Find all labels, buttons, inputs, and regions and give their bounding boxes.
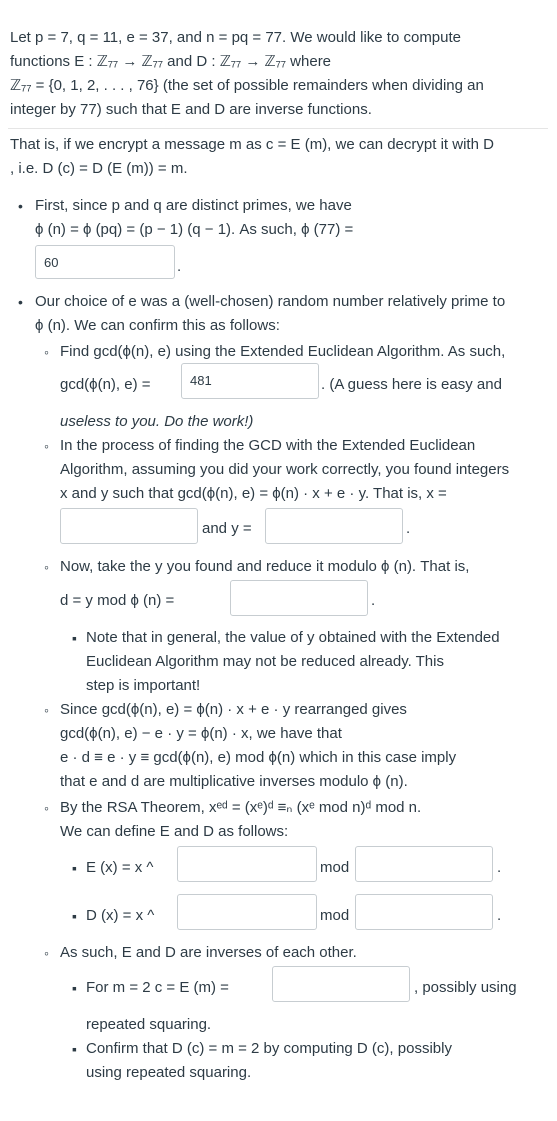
step1-line-2: ϕ (n) = ϕ (pq) = (p − 1) (q − 1). As such, ϕ (77) = <box>35 221 354 238</box>
d-answer-input[interactable] <box>230 580 368 616</box>
D-exponent-input[interactable] <box>177 894 317 930</box>
bullet-circle: ◦ <box>44 702 49 718</box>
step2d-line-3: e · d ≡ e · y ≡ gcd(ϕ(n), e) mod ϕ(n) which in this case imply <box>60 749 457 766</box>
phi-answer-input[interactable]: 60 <box>35 245 175 279</box>
bullet-circle: ◦ <box>44 559 49 575</box>
E-prefix: E (x) = x ^ <box>86 859 154 876</box>
gcd-answer-input[interactable]: 481 <box>181 363 319 399</box>
step2b-line-3: x and y such that gcd(ϕ(n), e) = ϕ(n) · x + e · y. That is, x = <box>60 485 447 502</box>
bullet-circle: ◦ <box>44 945 49 961</box>
note-line-1: Note that in general, the value of y obtained with the Extended <box>86 629 500 646</box>
bullet-disc: • <box>18 198 23 214</box>
intro-line-1: Let p = 7, q = 11, e = 37, and n = pq = 77. We would like to compute <box>10 29 462 46</box>
step2d-line-2: gcd(ϕ(n), e) − e · y = ϕ(n) · x, we have that <box>60 725 342 742</box>
note-line-3: step is important! <box>86 677 201 694</box>
bullet-circle: ◦ <box>44 800 49 816</box>
para2-line-2: , i.e. D (c) = D (E (m)) = m. <box>10 160 188 177</box>
E-period: . <box>497 859 502 876</box>
step2c-line-1: Now, take the y you found and reduce it modulo ϕ (n). That is, <box>60 558 470 575</box>
D-prefix: D (x) = x ^ <box>86 907 155 924</box>
step2-line-2: ϕ (n). We can confirm this as follows: <box>35 317 280 334</box>
d-period: . <box>371 592 376 609</box>
bullet-circle: ◦ <box>44 344 49 360</box>
y-answer-input[interactable] <box>265 508 403 544</box>
bullet-square: ▪ <box>72 908 77 924</box>
bullet-square: ▪ <box>72 860 77 876</box>
step2d-line-4: that e and d are multiplicative inverses modulo ϕ (n). <box>60 773 408 790</box>
c-prefix: For m = 2 c = E (m) = <box>86 979 229 996</box>
xy-period: . <box>406 520 411 537</box>
bullet-circle: ◦ <box>44 438 49 454</box>
step2b-line-2: Algorithm, assuming you did your work correctly, you found integers <box>60 461 510 478</box>
step2b-line-1: In the process of finding the GCD with the Extended Euclidean <box>60 437 476 454</box>
confirm-line-1: Confirm that D (c) = m = 2 by computing D (c), possibly <box>86 1040 452 1057</box>
E-mod-label: mod <box>320 859 350 876</box>
and-y-label: and y = <box>202 520 252 537</box>
step2e-line-2: We can define E and D as follows: <box>60 823 289 840</box>
D-mod-label: mod <box>320 907 350 924</box>
divider <box>8 128 548 129</box>
c-line-2: repeated squaring. <box>86 1016 212 1033</box>
D-period: . <box>497 907 502 924</box>
phi-period: . <box>177 258 182 275</box>
gcd-prefix: gcd(ϕ(n), e) = <box>60 376 151 393</box>
intro-line-3: ℤ₇₇ = {0, 1, 2, . . . , 76} (the set of possible remainders when dividing an <box>10 77 484 94</box>
c-answer-input[interactable] <box>272 966 410 1002</box>
step2a-line-3: useless to you. Do the work!) <box>60 413 254 430</box>
bullet-square: ▪ <box>72 630 77 646</box>
d-prefix: d = y mod ϕ (n) = <box>60 592 175 609</box>
note-line-2: Euclidean Algorithm may not be reduced already. This <box>86 653 444 670</box>
bullet-square: ▪ <box>72 1041 77 1057</box>
gcd-suffix: . (A guess here is easy and <box>321 376 502 393</box>
E-modulus-input[interactable] <box>355 846 493 882</box>
intro-line-2: functions E : ℤ₇₇ → ℤ₇₇ and D : ℤ₇₇ → ℤ₇₇ where <box>10 53 332 70</box>
step2a-line-1: Find gcd(ϕ(n), e) using the Extended Euclidean Algorithm. As such, <box>60 343 506 360</box>
D-modulus-input[interactable] <box>355 894 493 930</box>
confirm-line-2: using repeated squaring. <box>86 1064 252 1081</box>
step2f-line-1: As such, E and D are inverses of each other. <box>60 944 357 961</box>
bullet-square: ▪ <box>72 980 77 996</box>
x-answer-input[interactable] <box>60 508 198 544</box>
step2d-line-1: Since gcd(ϕ(n), e) = ϕ(n) · x + e · y rearranged gives <box>60 701 407 718</box>
para2-line-1: That is, if we encrypt a message m as c = E (m), we can decrypt it with D <box>10 136 494 153</box>
bullet-disc: • <box>18 294 23 310</box>
intro-line-4: integer by 77) such that E and D are inverse functions. <box>10 101 372 118</box>
c-suffix: , possibly using <box>414 979 517 996</box>
step2e-line-1: By the RSA Theorem, xᵉᵈ = (xᵉ)ᵈ ≡ₙ (xᵉ mod n)ᵈ mod n. <box>60 799 422 816</box>
step2-line-1: Our choice of e was a (well-chosen) random number relatively prime to <box>35 293 506 310</box>
step1-line-1: First, since p and q are distinct primes, we have <box>35 197 352 214</box>
E-exponent-input[interactable] <box>177 846 317 882</box>
